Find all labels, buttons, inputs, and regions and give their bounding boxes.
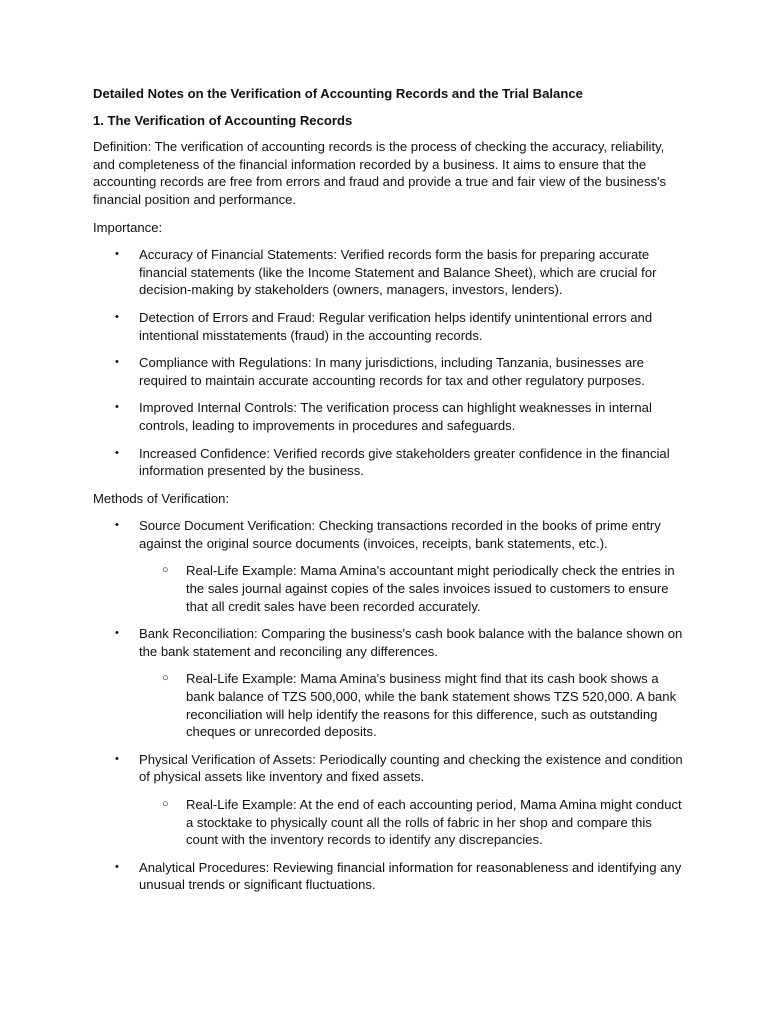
hollow-bullet-icon: ○ [162,564,169,577]
example-text: Real-Life Example: At the end of each accounting period, Mama Amina might conduct a stocktake to physically count all the rolls of fabric in her shop and compare this count with the inventory records to identify any discrepancies. [186,797,682,848]
importance-label: Importance: [93,219,163,235]
method-text: Physical Verification of Assets: Periodically counting and checking the existence and condition of physical assets like inventory and fixed assets. [139,751,683,785]
document-page [93,85,683,904]
list-item-text: Increased Confidence: Verified records give stakeholders greater confidence in the financial information presented by the business. [139,445,670,479]
list-item-text: Compliance with Regulations: In many jurisdictions, including Tanzania, businesses are required to maintain accurate accounting records for tax and other regulatory purposes. [139,355,645,388]
methods-list [93,517,683,894]
bullet-icon: • [115,752,119,765]
list-item [93,246,683,299]
method-item [93,859,683,894]
method-text: Source Document Verification: Checking transactions recorded in the books of prime entry against the original source documents (invoices, receipts, bank statements, etc.). [139,518,661,551]
bullet-icon: • [115,248,119,261]
importance-list [93,246,683,480]
method-item [93,751,683,849]
example-item [139,562,683,615]
list-item [93,399,683,434]
hollow-bullet-icon: ○ [162,672,169,685]
method-item [93,517,683,615]
hollow-bullet-icon: ○ [162,798,169,810]
bullet-icon: • [115,860,119,873]
bullet-icon: • [115,310,119,323]
document-title: Detailed Notes on the Verification of Accounting Records and the Trial Balance [93,86,583,101]
method-text: Analytical Procedures: Reviewing financial information for reasonableness and identifying any unusual trends or significant fluctuations. [139,859,682,893]
bullet-icon: • [115,519,119,532]
methods-label: Methods of Verification: [93,490,230,506]
example-item [139,796,683,849]
section-heading: 1. The Verification of Accounting Records [93,112,353,128]
list-item-text: Detection of Errors and Fraud: Regular verification helps identify unintentional errors and intentional misstatements (fraud) in the accounting records. [139,309,653,343]
example-list [139,796,683,849]
bullet-icon: • [115,446,119,459]
method-item [93,625,683,741]
list-item-text: Accuracy of Financial Statements: Verified records form the basis for preparing accurate financial statements (like the Income Statement and Balance Sheet), which are crucial for decision-making by stakeholders (owners, managers, investors, lenders). [139,247,657,298]
list-item [93,445,683,480]
bullet-icon: • [115,401,119,414]
example-text: Real-Life Example: Mama Amina's accountant might periodically check the entries in the sales journal against copies of the sales invoices issued to customers to ensure that all credit sales have been recorded accurately. [186,563,675,614]
list-item [93,354,683,389]
example-list [139,670,683,740]
list-item-text: Improved Internal Controls: The verification process can highlight weaknesses in internal controls, leading to improvements in procedures and safeguards. [139,400,652,433]
bullet-icon: • [115,356,119,369]
bullet-icon: • [115,627,119,640]
method-text: Bank Reconciliation: Comparing the business's cash book balance with the balance shown on the bank statement and reconciling any differences. [139,626,683,659]
example-text: Real-Life Example: Mama Amina's business might find that its cash book shows a bank balance of TZS 500,000, while the bank statement shows TZS 520,000. A bank reconciliation will help identify the reasons for this difference, such as outstanding cheques or unrecorded deposits. [186,671,677,740]
definition-paragraph: Definition: The verification of accounting records is the process of checking the accuracy, reliability, and completeness of the financial information recorded by a business. It aims to ensure that the accounting records are free from errors and fraud and provide a true and fair view of the business's financial position and performance. [93,139,667,207]
list-item [93,309,683,344]
example-item [139,670,683,740]
example-list [139,562,683,615]
